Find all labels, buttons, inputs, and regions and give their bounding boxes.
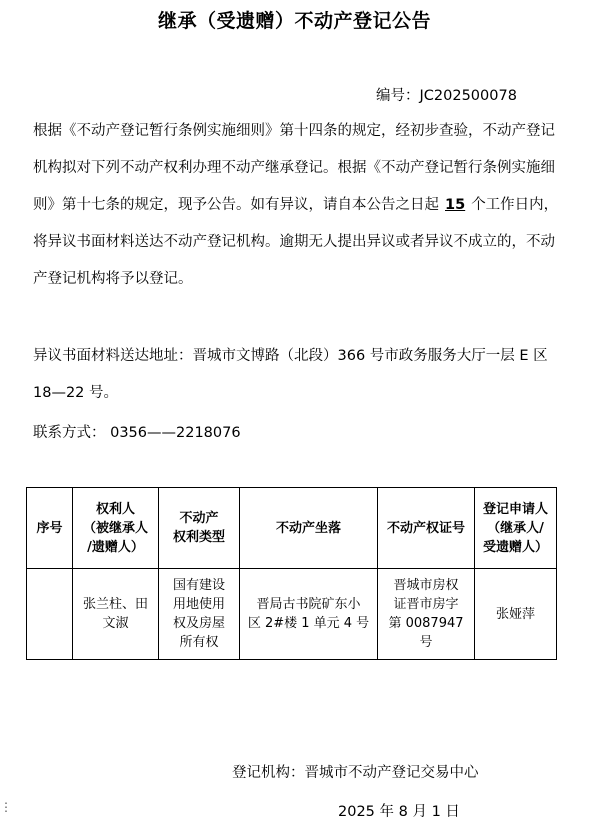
paragraph-main-part1: 根据《不动产登记暂行条例实施细则》第十四条的规定，经初步查验，不动产登记机构拟对下列不动产权利办理不动产继承登记。根据《不动产登记暂行条例实施细则》第十七条的规定，现予公告。如有异议，请自本公告之日起 — [33, 123, 555, 213]
notice-title: 继承（受遗赠）不动产登记公告 — [157, 10, 431, 32]
cell-location: 晋局古书院矿东小 区 2#楼 1 单元 4 号 — [240, 569, 378, 660]
document-number: 编号：JC202500078 — [376, 88, 517, 104]
objection-days: 15 — [445, 197, 466, 213]
table-header-row — [27, 488, 557, 569]
notice-paragraph-main — [33, 113, 568, 298]
header-index: 序号 — [27, 488, 73, 569]
property-table — [26, 487, 557, 660]
edge-handle-icon: ⋮ — [0, 800, 12, 814]
header-right-type: 不动产 权利类型 — [159, 488, 240, 569]
table-row — [27, 569, 557, 660]
header-right-holder: 权利人 （被继承人 /遗赠人） — [73, 488, 159, 569]
notice-date: 2025 年 8 月 1 日 — [338, 804, 460, 820]
cell-certificate-no: 晋城市房权 证晋市房字 第 0087947 号 — [378, 569, 475, 660]
paragraph-main-part2: 个工作日内，将异议书面材料送达不动产登记机构。逾期无人提出异议或者异议不成立的，不动产登记机构将予以登记。 — [33, 197, 559, 287]
header-location: 不动产坐落 — [240, 488, 378, 569]
cell-right-type: 国有建设 用地使用 权及房屋 所有权 — [159, 569, 240, 660]
notice-paragraph-address: 异议书面材料送达地址：晋城市文博路（北段）366 号市政务服务大厅一层 E 区 18—22 号。 — [33, 348, 548, 401]
cell-applicant: 张娅萍 — [475, 569, 557, 660]
notice-paragraph-contact: 联系方式： 0356——2218076 — [33, 425, 241, 441]
registration-organization: 登记机构：晋城市不动产登记交易中心 — [232, 765, 479, 781]
cell-right-holder: 张兰柱、田 文淑 — [73, 569, 159, 660]
cell-index — [27, 569, 73, 660]
header-certificate-no: 不动产权证号 — [378, 488, 475, 569]
header-applicant: 登记申请人 （继承人/ 受遗赠人） — [475, 488, 557, 569]
